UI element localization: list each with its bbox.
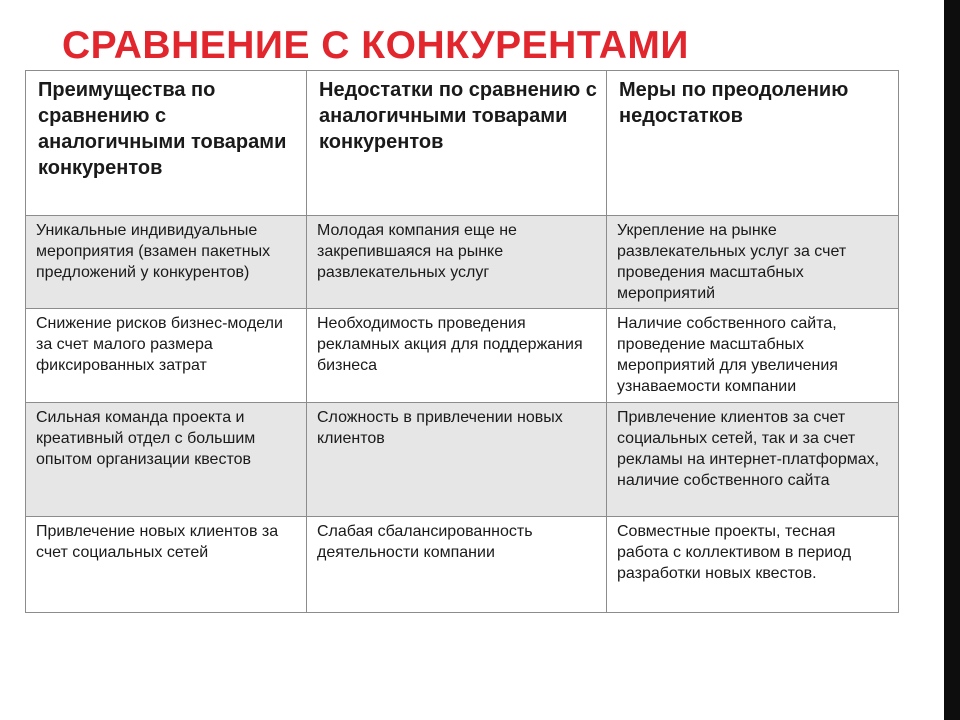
table-header-row xyxy=(26,71,899,216)
header-measures: Меры по преодолению недостатков xyxy=(607,71,899,216)
header-disadvantages: Недостатки по сравнению с аналогичными товарами конкурентов xyxy=(307,71,607,216)
cell-measure: Привлечение клиентов за счет социальных сетей, так и за счет рекламы на интернет-платформах, наличие собственного сайта xyxy=(607,403,899,517)
cell-disadvantage: Сложность в привлечении новых клиентов xyxy=(307,403,607,517)
cell-advantage: Привлечение новых клиентов за счет социальных сетей xyxy=(26,517,307,613)
table-row xyxy=(26,309,899,403)
cell-advantage: Уникальные индивидуальные мероприятия (взамен пакетных предложений у конкурентов) xyxy=(26,216,307,309)
cell-advantage: Снижение рисков бизнес-модели за счет малого размера фиксированных затрат xyxy=(26,309,307,403)
slide-edge-bar xyxy=(944,0,960,720)
cell-measure: Укрепление на рынке развлекательных услуг за счет проведения масштабных мероприятий xyxy=(607,216,899,309)
table-row xyxy=(26,216,899,309)
comparison-table-container xyxy=(25,70,898,613)
table-row xyxy=(26,517,899,613)
header-advantages: Преимущества по сравнению с аналогичными товарами конкурентов xyxy=(26,71,307,216)
cell-measure: Совместные проекты, тесная работа с коллективом в период разработки новых квестов. xyxy=(607,517,899,613)
cell-measure: Наличие собственного сайта, проведение масштабных мероприятий для увеличения узнаваемости компании xyxy=(607,309,899,403)
cell-advantage: Сильная команда проекта и креативный отдел с большим опытом организации квестов xyxy=(26,403,307,517)
cell-disadvantage: Необходимость проведения рекламных акция для поддержания бизнеса xyxy=(307,309,607,403)
slide-title: СРАВНЕНИЕ С КОНКУРЕНТАМИ xyxy=(62,24,689,67)
table-row xyxy=(26,403,899,517)
comparison-table xyxy=(25,70,899,613)
cell-disadvantage: Слабая сбалансированность деятельности компании xyxy=(307,517,607,613)
cell-disadvantage: Молодая компания еще не закрепившаяся на рынке развлекательных услуг xyxy=(307,216,607,309)
